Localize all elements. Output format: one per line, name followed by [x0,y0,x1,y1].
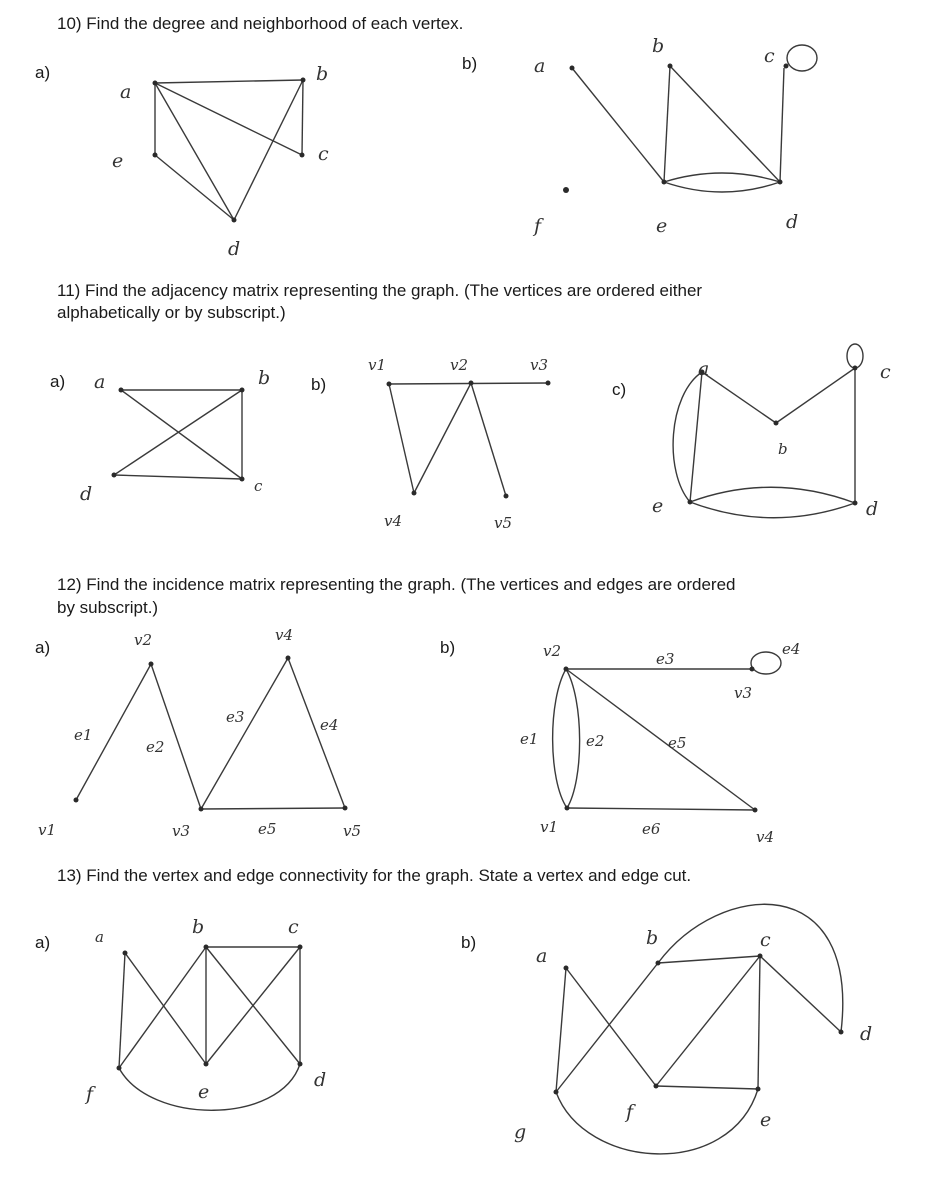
vertex-label: v2 [543,642,562,660]
vertex [469,381,474,386]
vertex-label: v5 [494,514,513,532]
vertex-label: v1 [540,818,559,836]
edge-label: e1 [74,726,93,744]
vertex [153,153,158,158]
vertex-label: d [860,1023,873,1045]
vertex [343,806,348,811]
vertex [240,388,245,393]
q13-prompt: 13) Find the vertex and edge connectivity for the graph. State a vertex and edge cut. [57,866,692,885]
vertex-label: v4 [384,512,403,530]
edge-label: e3 [656,650,675,668]
edge-label: e5 [258,820,277,838]
edge-label: e6 [642,820,661,838]
q13a-label: a) [35,933,51,952]
vertex-label: c [254,477,263,495]
vertex [668,64,673,69]
vertex [112,473,117,478]
vertex-label: e [198,1081,210,1103]
q11-prompt-line2: alphabetically or by subscript.) [57,303,286,322]
vertex [853,366,858,371]
vertex [662,180,667,185]
vertex-label: a [95,928,104,946]
vertex-label: e [112,150,124,172]
vertex-label: e [656,215,668,237]
vertex [853,501,858,506]
vertex-label: v3 [530,356,549,374]
vertex-label: v4 [275,626,294,644]
vertex [74,798,79,803]
edge-label: e2 [586,732,605,750]
vertex-label: v5 [343,822,362,840]
q13b-label: b) [461,933,477,952]
vertex [298,945,303,950]
q11c-label: c) [612,380,627,399]
vertex-label: c [760,929,771,951]
q10b-label: b) [462,54,478,73]
edge-label: e3 [226,708,245,726]
q12-prompt-line1: 12) Find the incidence matrix representing the graph. (The vertices and edges are ordered [57,575,736,594]
vertex-label: v3 [734,684,753,702]
edge-label: e2 [146,738,165,756]
graph-13b [514,904,872,1154]
graph-11c [652,344,891,520]
vertex [654,1084,659,1089]
vertex-label: a [536,945,548,967]
vertex [563,187,569,193]
vertex [286,656,291,661]
vertex [564,667,569,672]
vertex [199,807,204,812]
vertex-label: d [314,1069,327,1091]
vertex [784,64,789,69]
vertex-label: v1 [38,821,57,839]
vertex [564,966,569,971]
graph-11a [80,367,270,505]
vertex [301,78,306,83]
vertex-label: a [120,81,132,103]
graph-12a [38,626,361,840]
vertex [232,218,237,223]
edge-label: e4 [320,716,339,734]
vertex [300,153,305,158]
graph-10b [532,35,817,237]
vertex-label: c [764,45,775,67]
vertex [504,494,509,499]
vertex [119,388,124,393]
vertex [204,945,209,950]
vertex-label: f [534,215,542,237]
vertex [546,381,551,386]
vertex [656,961,661,966]
vertex-label: f [86,1083,94,1105]
vertex-label: c [288,916,299,938]
q10-prompt: 10) Find the degree and neighborhood of each vertex. [57,14,464,33]
vertex-label: b [652,35,665,57]
vertex-label: v2 [450,356,469,374]
q11-prompt-line1: 11) Find the adjacency matrix representing the graph. (The vertices are ordered either [57,281,703,300]
vertex [758,954,763,959]
vertex-label: e [760,1109,772,1131]
vertex [565,806,570,811]
vertex [778,180,783,185]
vertex-label: a [94,371,106,393]
vertex-label: d [228,238,241,260]
vertex-label: v2 [134,631,153,649]
vertex [149,662,154,667]
vertex-label: v3 [172,822,191,840]
edge-label: e1 [520,730,539,748]
vertex-label: v1 [368,356,387,374]
vertex [554,1090,559,1095]
vertex-label: b [646,927,659,949]
vertex-label: d [786,211,799,233]
q12b-label: b) [440,638,456,657]
vertex-label: b [316,63,329,85]
vertex [688,500,693,505]
q12a-label: a) [35,638,51,657]
vertex-label: d [80,483,93,505]
vertex-label: f [626,1101,634,1123]
vertex [756,1087,761,1092]
vertex [117,1066,122,1071]
vertex-label: b [192,916,205,938]
q11a-label: a) [50,372,66,391]
vertex [412,491,417,496]
graph-11b [368,356,551,532]
vertex [204,1062,209,1067]
q12-prompt-line2: by subscript.) [57,598,159,617]
vertex [750,667,755,672]
vertex-label: a [534,55,546,77]
vertex-label: b [778,440,788,458]
vertex [153,81,158,86]
vertex [774,421,779,426]
vertex [753,808,758,813]
vertex [387,382,392,387]
vertex-label: e [652,495,664,517]
edge-label: e5 [668,734,687,752]
vertex [570,66,575,71]
vertex-label: d [866,498,879,520]
q11b-label: b) [311,375,327,394]
graph-13a [84,916,326,1110]
vertex-label: g [514,1121,527,1143]
vertex-label: a [698,358,710,380]
q10a-label: a) [35,63,51,82]
vertex [839,1030,844,1035]
vertex-label: b [258,367,271,389]
vertex [240,477,245,482]
vertex-label: c [318,143,329,165]
vertex-label: v4 [756,828,775,846]
edge-label: e4 [782,640,801,658]
vertex-label: c [880,361,891,383]
graph-12b [520,640,800,846]
vertex [123,951,128,956]
graph-10a [112,63,329,260]
vertex [298,1062,303,1067]
